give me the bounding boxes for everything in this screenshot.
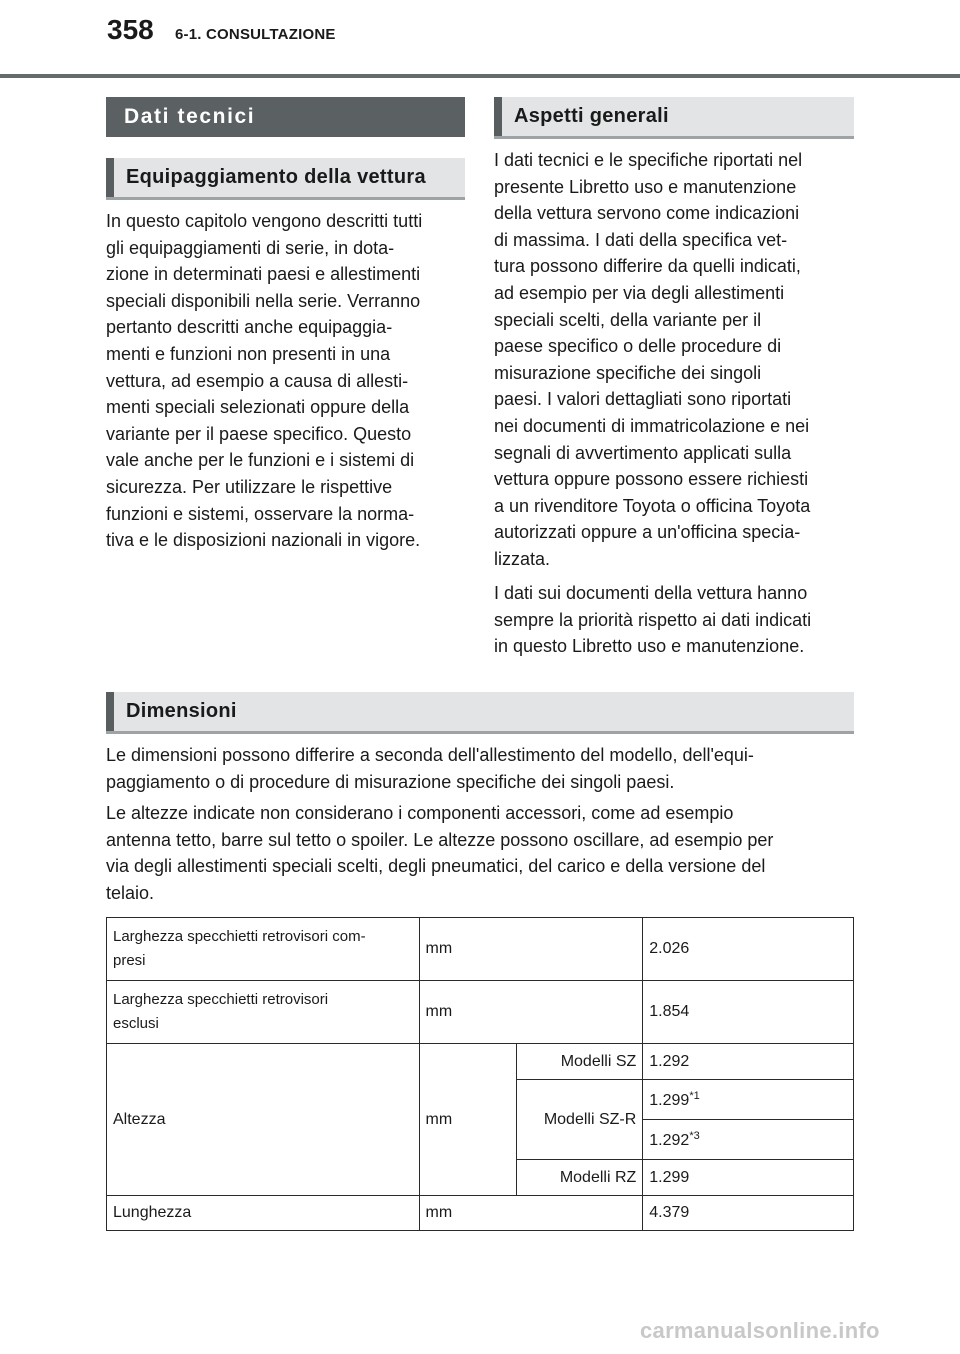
text-line: vettura, ad esempio a causa di allesti-	[106, 370, 409, 391]
text-line: in questo Libretto uso e manutenzione.	[494, 636, 805, 657]
aspetti-generali-heading	[494, 97, 854, 139]
text-line: gli equipaggiamenti di serie, in dota-	[106, 237, 395, 258]
value-text: 1.292	[649, 1131, 690, 1149]
text-line: lizzata.	[494, 548, 551, 569]
section-title: 6-1. CONSULTAZIONE	[175, 26, 336, 43]
text-line: Le dimensioni possono differire a seconda dell'allestimento del modello, dell'equi-	[106, 745, 754, 765]
header-rule	[0, 74, 960, 78]
text-line: misurazione specifiche dei singoli	[494, 362, 762, 383]
text-line: speciali scelti, della variante per il	[494, 309, 762, 330]
text-line: segnali di avvertimento applicati sulla	[494, 442, 792, 463]
text-line: I dati sui documenti della vettura hanno	[494, 583, 808, 603]
text-line: sempre la priorità rispetto ai dati indicati	[494, 609, 812, 630]
table-row	[107, 1196, 854, 1231]
row-value: 4.379	[643, 1196, 854, 1231]
dimensioni-text-2	[106, 800, 773, 906]
text-line: speciali disponibili nella serie. Verranno	[106, 290, 421, 311]
dimensioni-text-1	[106, 742, 754, 795]
table-row	[107, 981, 854, 1044]
text-line: tiva e le disposizioni nazionali in vigore.	[106, 530, 421, 551]
text-line: paesi. I valori dettagliati sono riportati	[494, 389, 792, 410]
table-row	[107, 1044, 854, 1080]
text-line: antenna tetto, barre sul tetto o spoiler. Le altezze possono oscillare, ad esempio per	[106, 829, 774, 850]
model-cell: Modelli SZ-R	[517, 1080, 643, 1160]
text-line: telaio.	[106, 882, 155, 903]
aspetti-generali-title: Aspetti generali	[514, 105, 669, 127]
row-unit: mm	[419, 918, 643, 981]
dati-tecnici-heading	[106, 97, 465, 137]
dimensioni-heading	[106, 692, 854, 734]
text-line: a un rivenditore Toyota o officina Toyota	[494, 495, 811, 516]
text-line: ad esempio per via degli allestimenti	[494, 282, 785, 303]
text-line: Le altezze indicate non considerano i componenti accessori, come ad esempio	[106, 803, 734, 823]
aspetti-generali-text-2	[494, 580, 811, 660]
text-line: funzioni e sistemi, osservare la norma-	[106, 503, 415, 524]
text-line: menti speciali selezionati oppure della	[106, 397, 410, 418]
table-row	[107, 918, 854, 981]
row-value: 1.854	[643, 981, 854, 1044]
row-label: Altezza	[107, 1044, 420, 1196]
model-cell: Modelli SZ	[517, 1044, 643, 1080]
footnote-marker: *1	[689, 1089, 700, 1102]
dimensions-table	[106, 917, 854, 1231]
row-unit: mm	[419, 1044, 517, 1196]
heading-accent	[106, 692, 114, 731]
text-line: via degli allestimenti speciali scelti, degli pneumatici, del carico e della versione del	[106, 856, 766, 877]
label-line: Larghezza specchietti retrovisori com-	[113, 928, 366, 945]
text-line: I dati tecnici e le specifiche riportati nel	[494, 150, 803, 170]
text-line: paggiamento o di procedure di misurazione specifiche dei singoli paesi.	[106, 771, 675, 792]
row-value	[643, 1080, 854, 1120]
text-line: pertanto descritti anche equipaggia-	[106, 317, 393, 338]
text-line: paese specifico o delle procedure di	[494, 336, 782, 357]
footnote-marker: *3	[689, 1129, 700, 1142]
text-line: presente Libretto uso e manutenzione	[494, 176, 797, 197]
row-label	[107, 918, 420, 981]
model-cell: Modelli RZ	[517, 1160, 643, 1196]
text-line: In questo capitolo vengono descritti tutti	[106, 211, 423, 231]
text-line: autorizzati oppure a un'officina specia-	[494, 522, 801, 543]
aspetti-generali-text-1	[494, 147, 810, 573]
text-line: variante per il paese specifico. Questo	[106, 423, 412, 444]
value-text: 1.299	[649, 1091, 690, 1109]
label-line: esclusi	[113, 1015, 159, 1032]
text-line: menti e funzioni non presenti in una	[106, 343, 391, 364]
equipaggiamento-title: Equipaggiamento della vettura	[126, 166, 426, 188]
row-value: 2.026	[643, 918, 854, 981]
text-line: sicurezza. Per utilizzare le rispettive	[106, 476, 393, 497]
row-value: 1.299	[643, 1160, 854, 1196]
text-line: nei documenti di immatricolazione e nei	[494, 415, 810, 436]
label-line: Larghezza specchietti retrovisori	[113, 991, 329, 1008]
label-line: presi	[113, 952, 146, 969]
page-number: 358	[107, 14, 154, 45]
row-value	[643, 1120, 854, 1160]
row-value: 1.292	[643, 1044, 854, 1080]
equipaggiamento-heading	[106, 158, 465, 200]
text-line: vettura oppure possono essere richiesti	[494, 469, 809, 490]
text-line: tura possono differire da quelli indicati,	[494, 256, 801, 277]
row-label	[107, 981, 420, 1044]
row-unit: mm	[419, 981, 643, 1044]
heading-accent	[494, 97, 502, 136]
watermark: carmanualsonline.info	[640, 1318, 880, 1343]
text-line: della vettura servono come indicazioni	[494, 203, 800, 224]
page-header	[0, 0, 960, 80]
dati-tecnici-title: Dati tecnici	[124, 105, 256, 128]
heading-accent	[106, 158, 114, 197]
text-line: vale anche per le funzioni e i sistemi di	[106, 450, 415, 471]
row-label: Lunghezza	[107, 1196, 420, 1231]
text-line: zione in determinati paesi e allestimenti	[106, 264, 421, 285]
text-line: di massima. I dati della specifica vet-	[494, 229, 788, 250]
dimensioni-title: Dimensioni	[126, 700, 237, 722]
equipaggiamento-text	[106, 208, 422, 554]
row-unit: mm	[419, 1196, 643, 1231]
